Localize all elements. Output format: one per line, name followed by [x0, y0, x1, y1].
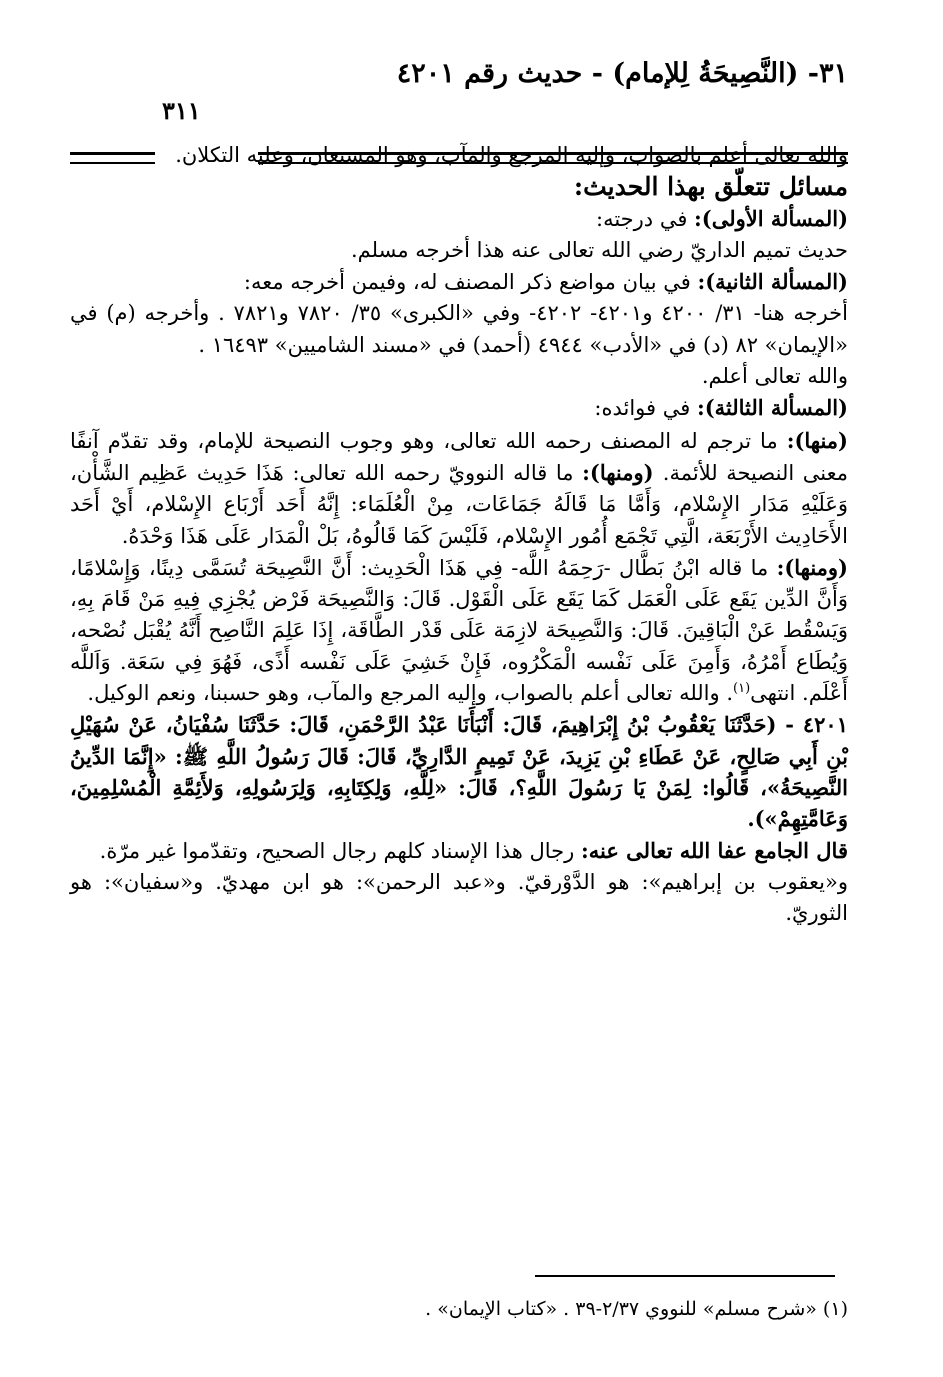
page-body [70, 140, 848, 929]
running-title: ٣١- (النَّصِيحَةُ لِلإمام) - حديث رقم ٤٢٠١ [396, 58, 848, 89]
hadith-body: - (حَدَّثَنَا يَعْقُوبُ بْنُ إِبْرَاهِيمَ، قَالَ: أَنْبَأَنَا عَبْدُ الرَّحْمَنِ، قَالَ: حَدَّثَنَا سُفْيَانُ، عَنْ سُهَيْلِ بْنِ أَبِي صَالِحٍ، عَنْ عَطَاءِ بْنِ يَزِيدَ، عَنْ تَمِيمٍ الدَّارِيِّ، قَالَ: قَالَ رَسُولُ اللَّهِ ﷺ: «إِنَّمَا الدِّينُ النَّصِيحَةُ»، قَالُوا: لِمَنْ يَا رَسُولَ اللَّهِ؟، قَالَ: «لِلَّهِ، وَلِكِتَابِهِ، وَلِرَسُولِهِ، وَلأَئِمَّةِ الْمُسْلِمِينَ، وَعَامَّتِهِمْ»). [70, 712, 848, 832]
hadith-text [70, 709, 848, 834]
question-label: (المسألة الأولى): [694, 205, 848, 231]
paragraph: و«يعقوب بن إبراهيم»: هو الدَّوْرقيّ. و«عبد الرحمن»: هو ابن مهديّ. و«سفيان»: هو الثوريّ. [70, 869, 848, 926]
footnote: (١) «شرح مسلم» للنووي ٢/٣٧-٣٩ . «كتاب الإيمان» . [425, 1298, 848, 1320]
benefit-text: . والله تعالى أعلم بالصواب، وإليه المرجع والمآب، وهو حسبنا، ونعم الوكيل. [87, 681, 734, 706]
question-3 [70, 392, 848, 424]
question-1 [70, 203, 848, 235]
jami-label: قال الجامع عفا الله تعالى عنه: [580, 837, 848, 863]
paragraph: حديث تميم الداريّ رضي الله تعالى عنه هذا أخرجه مسلم. [351, 237, 848, 262]
benefit-text: ما قاله النوويّ رحمه الله تعالى: هَذَا حَدِيث عَظِيم الشَّأْن، وَعَلَيْهِ مَدَار الإِسْلام، وَأَمَّا مَا قَالَهُ جَمَاعَات، مِنْ الْعُلَمَاء: إِنَّهُ أَحَد أَرْبَاع الإِسْلام، أَيْ أَحَد الأَحَادِيث الأَرْبَعَة، الَّتِي تَجْمَع أُمُور الإِسْلام، فَلَيْسَ كَمَا قَالُوهُ، بَلْ الْمَدَار عَلَى هَذَا وَحْدَهُ. [70, 460, 848, 548]
jami-text: رجال هذا الإسناد كلهم رجال الصحيح، وتقدّموا غير مرّة. [99, 838, 581, 863]
page-number: ٣١١ [162, 96, 201, 125]
hadith-number: ٤٢٠١ [802, 712, 848, 738]
question-2 [70, 266, 848, 298]
benefit-text: ما قاله ابْنُ بَطَّال -رَحِمَهُ اللَّه- فِي هَذَا الْحَدِيث: أَنَّ النَّصِيحَة تُسَمَّى دِينًا، وَإِسْلامًا، وَأَنَّ الدِّين يَقَع عَلَى الْعَمَل كَمَا يَقَع عَلَى الْقَوْل. قَالَ: وَالنَّصِيحَة فَرْض يُجْزِي فِيهِ مَنْ قَامَ بِهِ، وَيَسْقُط عَنْ الْبَاقِينَ. قَالَ: وَالنَّصِيحَة لازِمَة عَلَى قَدْر الطَّاقَة، إِذَا عَلِمَ النَّاصِح أَنَّهُ يُقْبَل نُصْحه، وَيُطَاع أَمْرُهُ، وَأَمِنَ عَلَى نَفْسه الْمَكْرُوه، فَإِنْ خَشِيَ عَلَى نَفْسه أَذًى، فَهُوَ فِي سَعَة. وَاَللَّه أَعْلَم. انتهى [70, 555, 848, 706]
footnote-rule [535, 1275, 835, 1277]
paragraph: والله تعالى أعلم. [701, 364, 848, 389]
question-text: في درجته: [596, 206, 695, 231]
benefit-label: (منها): [786, 427, 848, 453]
paragraph: أخرجه هنا- ٣١/ ٤٢٠٠ و٤٢٠١- ٤٢٠٢- وفي «الكبرى» ٣٥/ ٧٨٢٠ و٧٨٢١ . وأخرجه (م) في «الإيمان» ٨٢ (د) في «الأدب» ٤٩٤٤ (أحمد) في «مسند الشاميين» ١٦٤٩٣ . [70, 301, 848, 357]
benefit-1 [70, 425, 848, 552]
question-text: في فوائده: [594, 396, 697, 421]
question-text: في بيان مواضع ذكر المصنف له، وفيمن أخرجه معه: [243, 270, 698, 295]
benefit-label: (ومنها): [582, 459, 663, 485]
page-header [70, 58, 848, 128]
section-heading: مسائل تتعلّق بهذا الحديث: [573, 172, 848, 202]
footnote-marker[interactable]: (١) [733, 681, 751, 697]
benefit-3 [70, 552, 848, 709]
jami-note [70, 835, 848, 867]
question-label: (المسألة الثالثة): [696, 395, 848, 421]
benefit-text: ما ترجم له المصنف رحمه الله تعالى، وهو وجوب النصيحة للإمام، وقد تقدّم آنفًا معنى النصيحة للأئمة. [70, 428, 849, 485]
paragraph: والله تعالى أعلم بالصواب، وإليه المرجع والمآب، وهو المستعان، وعليه التكلان. [175, 143, 848, 167]
benefit-label: (ومنها): [776, 554, 848, 580]
question-label: (المسألة الثانية): [697, 269, 848, 295]
